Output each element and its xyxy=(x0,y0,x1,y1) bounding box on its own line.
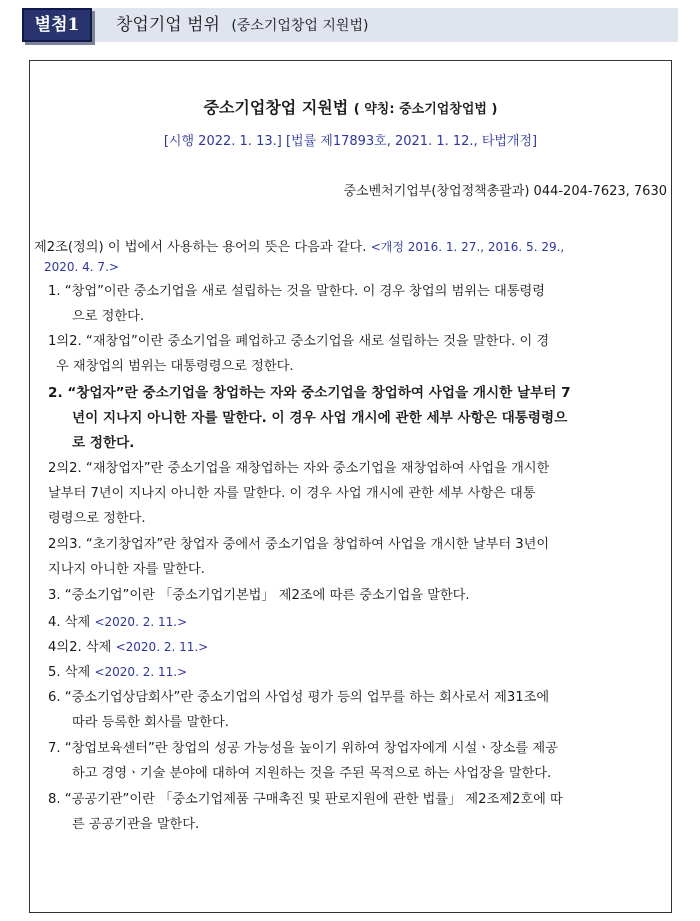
list-item: 2의2. “재창업자”란 중소기업을 재창업하는 자와 중소기업을 재창업하여 사업을 개시한 xyxy=(48,461,550,476)
list-item: 8. “공공기관”이란 「중소기업제품 구매촉진 및 판로지원에 관한 법률」 제2조제2호에 따 xyxy=(48,792,563,807)
page-title-subtitle: (중소기업창업 지원법) xyxy=(231,18,369,34)
list-item-text: 4. 삭제 xyxy=(48,615,91,630)
law-enforcement-info: [시행 2022. 1. 13.] [법률 제17893호, 2021. 1. 12., 타법개정] xyxy=(163,134,538,149)
page-title xyxy=(116,8,368,43)
law-title-abbr: ( 약칭: 중소기업창업법 ) xyxy=(353,102,498,117)
list-item: 6. “중소기업상담회사”란 중소기업의 사업성 평가 등의 업무를 하는 회사로서 제31조에 xyxy=(48,690,550,705)
list-item-text: 5. 삭제 xyxy=(48,665,91,680)
amendment-note: <2020. 2. 11.> xyxy=(94,615,188,629)
amendment-note: <2020. 2. 11.> xyxy=(94,665,188,679)
amendment-note: <2020. 2. 11.> xyxy=(115,640,209,654)
article-intro xyxy=(34,237,564,257)
list-item-cont: 지나지 아니한 자를 말한다. xyxy=(48,562,205,577)
list-item-cont: 으로 정한다. xyxy=(72,309,145,324)
list-item-cont: 로 정한다. xyxy=(72,435,135,451)
attachment-badge-label: 별첨1 xyxy=(34,15,80,35)
list-item: 1의2. “재창업”이란 중소기업을 폐업하고 중소기업을 새로 설립하는 것을 말한다. 이 경 xyxy=(48,334,550,349)
list-item-text: 4의2. 삭제 xyxy=(48,640,112,655)
list-item-cont: 령령으로 정한다. xyxy=(48,511,146,526)
list-item-bold: 2. “창업자”란 중소기업을 창업하는 자와 중소기업을 창업하여 사업을 개시한 날부터 7 xyxy=(48,385,571,401)
attachment-badge xyxy=(22,8,92,42)
amendment-note: 2020. 4. 7.> xyxy=(44,260,119,274)
list-item-cont: 른 공공기관을 말한다. xyxy=(72,817,200,832)
article-intro-text: 제2조(정의) 이 법에서 사용하는 용어의 뜻은 다음과 같다. xyxy=(34,240,367,255)
list-item: 3. “중소기업”이란 「중소기업기본법」 제2조에 따른 중소기업을 말한다. xyxy=(48,588,470,603)
list-item xyxy=(48,637,208,657)
list-item: 1. “창업”이란 중소기업을 새로 설립하는 것을 말한다. 이 경우 창업의 범위는 대통령령 xyxy=(48,284,545,299)
law-title xyxy=(30,95,671,118)
list-item: 2의3. “초기창업자”란 창업자 중에서 중소기업을 창업하여 사업을 개시한 날부터 3년이 xyxy=(48,537,550,552)
header-band xyxy=(22,8,678,42)
law-excerpt-box xyxy=(29,60,672,913)
list-item-cont: 따라 등록한 회사를 말한다. xyxy=(72,715,229,730)
list-item: 7. “창업보육센터”란 창업의 성공 가능성을 높이기 위하여 창업자에게 시설ㆍ장소를 제공 xyxy=(48,741,558,756)
law-title-name: 중소기업창업 지원법 xyxy=(203,98,349,117)
list-item xyxy=(48,612,187,632)
list-item xyxy=(48,662,187,682)
list-item-cont: 년이 지나지 아니한 자를 말한다. 이 경우 사업 개시에 관한 세부 사항은 대통령령으 xyxy=(72,410,568,426)
amendment-note: <개정 2016. 1. 27., 2016. 5. 29., xyxy=(370,240,565,254)
law-contact: 중소벤처기업부(창업정책총괄과) 044-204-7623, 7630 xyxy=(343,184,667,199)
list-item-cont: 날부터 7년이 지나지 아니한 자를 말한다. 이 경우 사업 개시에 관한 세부 사항은 대통 xyxy=(48,486,536,501)
list-item-cont: 하고 경영ㆍ기술 분야에 대하여 지원하는 것을 주된 목적으로 하는 사업장을 말한다. xyxy=(72,766,552,781)
page-title-main: 창업기업 범위 xyxy=(116,15,220,35)
list-item-cont: 우 재창업의 범위는 대통령령으로 정한다. xyxy=(56,359,294,374)
